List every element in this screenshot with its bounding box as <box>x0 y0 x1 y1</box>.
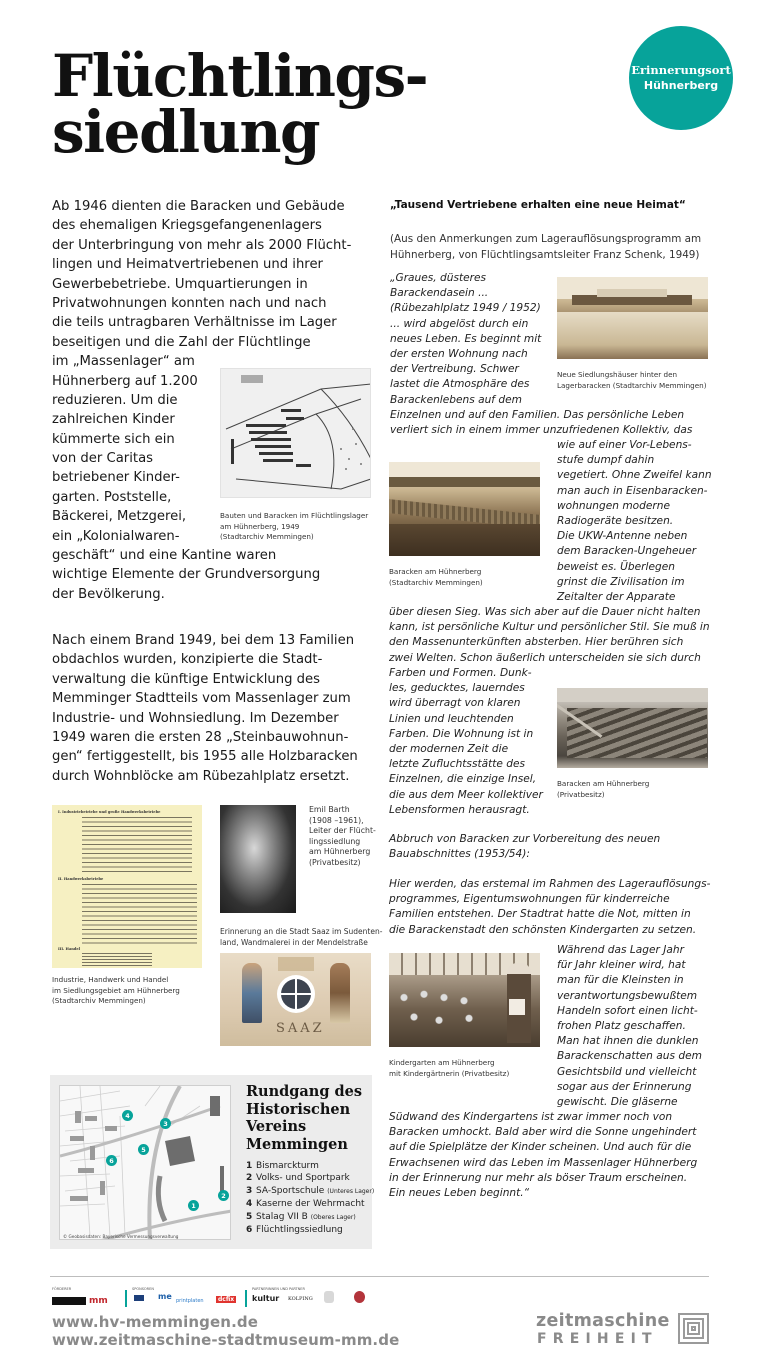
kultur-logo: kultur <box>252 1294 280 1303</box>
caption-line: im Siedlungsgebiet am Hühnerberg <box>52 985 180 995</box>
caption-line: Erinnerung an die Stadt Saaz im Sudenten- <box>220 927 383 936</box>
logo-divider <box>245 1290 247 1307</box>
text-line: wichtige Elemente der Grundversorgung <box>52 567 321 583</box>
doc-lines <box>82 817 192 873</box>
stop-note: (Oberes Lager) <box>310 1213 356 1221</box>
text-line: Barackendasein ... <box>390 287 489 300</box>
sponsoren-label: SPONSOREN <box>132 1287 154 1291</box>
walk-title-line: Historischen <box>246 1100 351 1118</box>
text-line: Handeln sofort einen licht- <box>557 1004 698 1017</box>
text-line: Man hat ihnen die dunklen <box>557 1035 699 1048</box>
text-line: „Graues, düsteres <box>390 272 487 284</box>
text-line: Privatwohnungen konnten nach und nach <box>52 295 327 311</box>
text-line: der Unterbringung von mehr als 2000 Flücht- <box>52 237 352 253</box>
walk-stop-6 <box>246 1224 374 1236</box>
quote-block-4 <box>389 832 660 862</box>
mural-town-skyline <box>278 957 314 971</box>
stop-note: (Unteres Lager) <box>327 1187 375 1195</box>
kindergarten-caption <box>389 1058 509 1079</box>
freiheit-wordmark: FREIHEIT <box>537 1331 658 1347</box>
text-line: Abbruch von Baracken zur Vorbereitung des neuen <box>389 833 661 845</box>
emil-barth-caption <box>309 805 376 868</box>
caption-line: (Privatbesitz) <box>557 789 605 799</box>
text-line: dem Baracken-Ungeheuer <box>557 545 697 558</box>
street-map-icon <box>60 1086 231 1240</box>
quote-block-2-right <box>557 438 712 605</box>
stop-number: 1 <box>246 1161 253 1171</box>
text-line: wird überragt von klaren <box>389 697 521 710</box>
text-line: des ehemaligen Kriegsgefangenenlagers <box>52 218 322 234</box>
dcfix-logo: dcfix <box>218 1296 235 1303</box>
text-line: verantwortungsbewußtem <box>557 989 698 1002</box>
text-line: im „Massenlager“ am <box>52 354 195 370</box>
second-paragraph <box>52 631 358 786</box>
partner-label: PARTNERINNEN UND PARTNER <box>252 1287 305 1291</box>
text-line: Gesichtsbild und vielleicht <box>557 1065 697 1078</box>
stop-number: 4 <box>246 1199 253 1210</box>
walk-stop-1 <box>246 1160 374 1172</box>
map-credit: © Geobasisdaten: Bayerische Vermessungsverwaltung <box>63 1234 179 1239</box>
stop-number: 2 <box>246 1173 253 1184</box>
new-settlement-houses-caption <box>557 370 707 391</box>
caption-line: mit Kindergärtnerin (Privatbesitz) <box>389 1068 510 1078</box>
text-line: 1949 waren die ersten 28 „Steinbauwohnun- <box>52 729 349 745</box>
caption-line: Baracken am Hühnerberg <box>557 779 650 788</box>
text-line: beweist es. Überlegen <box>557 560 675 573</box>
title-line-2: siedlung <box>52 98 320 166</box>
map-pin-1[interactable]: 1 <box>188 1200 199 1211</box>
walk-title-line: Memmingen <box>246 1135 348 1153</box>
doc-lines <box>82 953 152 966</box>
text-line: sogar aus der Erinnerung <box>557 1080 692 1093</box>
text-line: für Jahr kleiner wird, hat <box>557 959 686 972</box>
text-line: Farben und Formen. Dunk- <box>389 667 532 679</box>
map-pin-2[interactable]: 2 <box>218 1190 229 1201</box>
mural-saaz-text: SAAZ <box>276 1021 325 1036</box>
text-line: Memminger Stadtteils vom Massenlager zum <box>52 691 351 707</box>
walk-route-map[interactable] <box>59 1085 231 1240</box>
map-pin-3[interactable]: 3 <box>160 1118 171 1129</box>
erinnerungsort-badge <box>629 26 733 130</box>
barracks-photo-1-caption <box>389 567 483 588</box>
text-line: geschäft“ und eine Kantine waren <box>52 548 277 564</box>
quote-block-2-full <box>389 605 710 666</box>
text-line: man für die Kleinsten in <box>557 974 684 987</box>
saaz-caption <box>220 926 382 947</box>
text-line: Barackenlebens auf dem <box>390 393 522 406</box>
text-line: verliert sich in einem immer unzufriedenen Kollektiv, das <box>390 423 693 436</box>
source-line: (Aus den Anmerkungen zum Lagerauflösungsprogramm am <box>390 233 702 245</box>
footer-divider <box>50 1276 709 1277</box>
emil-barth-portrait-image <box>220 805 296 913</box>
text-line: Hühnerberg auf 1.200 <box>52 373 198 389</box>
mural-figure-man <box>330 963 350 1023</box>
foerderer-logo-1 <box>52 1297 86 1305</box>
text-line: Nach einem Brand 1949, bei dem 13 Familien <box>52 633 355 648</box>
text-line: Lebensformen herausragt. <box>389 803 530 816</box>
text-line: auf die Spielplätze der Kinder scheinen. Und auch für die <box>389 1141 692 1154</box>
mural-figure-woman <box>242 963 262 1023</box>
caption-line: (Stadtarchiv Memmingen) <box>52 996 146 1005</box>
text-line: Familien entstehen. Der Stadtrat hatte die Not, mitten in <box>389 908 691 921</box>
text-line: die Barackenstadt den schönsten Kindergarten zu setzen. <box>389 923 697 936</box>
text-line: Erwachsenen wird das Leben im Massenlager Hühnerberg <box>389 1156 698 1169</box>
zeitmaschine-square-logo-icon <box>678 1313 709 1344</box>
text-line: durch Wohnblöcke am Rübezahlplatz ersetzt. <box>52 768 350 784</box>
camp-map-1949-image <box>220 368 371 498</box>
text-line: reduzieren. Um die <box>52 392 178 408</box>
walk-title <box>246 1083 362 1153</box>
text-line: gewischt. Die gläserne <box>557 1095 678 1108</box>
text-line: Südwand des Kindergartens ist zwar immer noch von <box>389 1111 673 1123</box>
foerderer-label: FÖRDERER <box>52 1287 72 1291</box>
text-line: ein „Kolonialwaren- <box>52 528 180 544</box>
stop-number: 3 <box>246 1185 253 1196</box>
url-hv-memmingen[interactable]: www.hv-memmingen.de <box>52 1313 258 1331</box>
quote-block-6 <box>389 1110 697 1201</box>
quote-block-5 <box>389 877 710 938</box>
stop-label: Volks- und Sportpark <box>256 1173 350 1184</box>
page-title <box>52 42 428 166</box>
walk-stop-4 <box>246 1198 374 1210</box>
stop-label: Kaserne der Wehrmacht <box>256 1199 365 1210</box>
quote-heading: „Tausend Vertriebene erhalten eine neue Heimat“ <box>390 199 686 211</box>
logo-divider <box>125 1290 127 1307</box>
camp-map-drawing-icon <box>221 369 371 498</box>
text-line: neues Leben. Es beginnt mit <box>390 332 542 345</box>
caption-line: Bauten und Baracken im Flüchtlingslager <box>220 511 369 520</box>
caption-line: am Hühnerberg, 1949 <box>220 521 300 531</box>
text-line: programmes, Eigentumswohnungen für kinderreiche <box>389 893 670 906</box>
map-pin-4[interactable]: 4 <box>122 1110 133 1121</box>
text-line: Einzelnen, die einzige Insel, <box>389 773 537 786</box>
quote-source <box>390 231 701 263</box>
caption-line: Emil Barth <box>309 805 350 814</box>
doc-heading: II. Handwerksbetriebe <box>58 877 104 881</box>
mm-logo: mm <box>89 1296 108 1306</box>
text-line: von der Caritas <box>52 451 154 467</box>
text-line: les, geducktes, lauerndes <box>389 682 525 695</box>
caption-line: (Privatbesitz) <box>309 857 361 867</box>
caption-line: land, Wandmalerei in der Mendelstraße <box>220 937 368 947</box>
text-line: Zeitalter der Apparate <box>557 590 676 603</box>
caption-line: Lagerbaracken (Stadtarchiv Memmingen) <box>557 380 707 390</box>
stop-label: Flüchtlingssiedlung <box>256 1225 343 1236</box>
camp-map-caption <box>220 511 368 543</box>
text-line: Radiogeräte besitzen. <box>557 514 674 527</box>
quote-block-3 <box>389 666 543 818</box>
quote-block-5-right <box>557 943 702 1110</box>
text-line: der ersten Wohnung nach <box>390 347 528 360</box>
text-line: Ein neues Leben beginnt.“ <box>389 1186 530 1199</box>
caption-line: Kindergarten am Hühnerberg <box>389 1058 495 1067</box>
stop-label: Stalag VII B <box>256 1211 308 1222</box>
walk-stop-5 <box>246 1211 374 1224</box>
text-line: Während das Lager Jahr <box>557 944 684 956</box>
caption-line: am Hühnerberg <box>309 847 371 856</box>
text-line: lastet die Atmosphäre des <box>390 378 530 391</box>
text-line: Farben. Die Wohnung ist in <box>389 727 534 740</box>
text-line: Baracken umhockt. Bald aber wird die Sonne ungehindert <box>389 1126 697 1139</box>
text-line: den Massenunterkünften absterben. Hier berühren sich <box>389 636 684 649</box>
text-line: Einzelnen und auf den Familien. Das persönliche Leben <box>390 408 685 421</box>
kolping-logo: KOLPING <box>288 1296 313 1302</box>
me-logo: me <box>158 1292 172 1301</box>
barracks-photo-2-caption <box>557 779 649 800</box>
text-line: letzte Zufluchtsstätte des <box>389 758 526 771</box>
caption-line: (1908 –1961), <box>309 815 364 825</box>
map-pin-5[interactable]: 5 <box>138 1144 149 1155</box>
text-line: Bäckerei, Metzgerei, <box>52 509 187 525</box>
industry-list-document-image <box>52 805 202 968</box>
caption-line: Leiter der Flücht- <box>309 826 376 835</box>
caption-line: (Stadtarchiv Memmingen) <box>389 577 483 587</box>
text-line: vegetiert. Ohne Zweifel kann <box>557 469 712 482</box>
walk-title-line: Rundgang des <box>246 1083 363 1100</box>
text-line: Industrie- und Wohnsiedlung. Im Dezember <box>52 710 339 726</box>
text-line: der Bevölkerung. <box>52 586 165 602</box>
barracks-photo-2 <box>557 688 708 768</box>
text-line: lingen und Heimatvertriebenen und ihrer <box>52 257 323 273</box>
text-line: Bauabschnittes (1953/54): <box>389 848 530 861</box>
text-line: zwei Welten. Schon äußerlich unterscheiden sie sich durch <box>389 651 701 664</box>
text-line: wie auf einer Vor-Lebens- <box>557 439 692 451</box>
stop-number: 6 <box>246 1225 253 1236</box>
text-line: gen“ fertiggestellt, bis 1955 alle Holzbaracken <box>52 749 358 765</box>
text-line: ... wird abgelöst durch ein <box>390 317 529 330</box>
walk-title-line: Vereins <box>246 1118 307 1135</box>
caption-line: (Stadtarchiv Memmingen) <box>220 532 314 541</box>
text-line: Linien und leuchtenden <box>389 712 514 725</box>
doc-heading: I. Industriebetriebe und große Handwerksbetriebe <box>58 810 161 814</box>
doc-lines <box>82 884 197 944</box>
text-line: garten. Poststelle, <box>52 489 172 505</box>
source-line: Hühnerberg, von Flüchtlingsamtsleiter Franz Schenk, 1949) <box>390 249 700 261</box>
text-line: in der Erinnerung nur mehr als böser Traum erscheinen. <box>389 1171 688 1184</box>
url-zeitmaschine[interactable]: www.zeitmaschine-stadtmuseum-mm.de <box>52 1331 400 1349</box>
doc-heading: III. Handel <box>58 947 81 951</box>
map-pin-6[interactable]: 6 <box>106 1155 117 1166</box>
text-line: die teils untragbaren Verhältnisse im Lager <box>52 315 337 331</box>
caption-line: lingssiedlung <box>309 836 361 846</box>
text-line: man auch in Eisenbaracken- <box>557 484 708 497</box>
text-line: frohen Platz geschaffen. <box>557 1019 686 1032</box>
text-line: der Vertreibung. Schwer <box>390 363 519 376</box>
text-line: über diesen Sieg. Was sich aber auf die Dauer nicht halten <box>389 606 701 618</box>
new-settlement-houses-photo <box>557 277 708 359</box>
zeitmaschine-wordmark: zeitmaschine <box>536 1311 670 1331</box>
caption-line: Neue Siedlungshäuser hinter den <box>557 370 678 379</box>
text-line: obdachlos wurden, konzipierte die Stadt- <box>52 652 323 668</box>
caption-line: Industrie, Handwerk und Handel <box>52 975 169 984</box>
text-line: beseitigen und die Zahl der Flüchtlinge <box>52 334 311 350</box>
industry-caption <box>52 975 180 1007</box>
text-line: zahlreichen Kinder <box>52 412 175 428</box>
text-line: Ab 1946 dienten die Baracken und Gebäude <box>52 199 345 214</box>
text-line: (Rübezahlplatz 1949 / 1952) <box>390 302 541 315</box>
title-line-1: Flüchtlings- <box>52 42 428 110</box>
text-line: kümmerte sich ein <box>52 431 175 447</box>
caption-line: Baracken am Hühnerberg <box>389 567 482 576</box>
stop-label: Bismarckturm <box>256 1161 319 1171</box>
text-line: betriebener Kinder- <box>52 470 180 486</box>
printplaten-logo: printplaten <box>176 1298 204 1304</box>
text-line: Barackenschatten aus dem <box>557 1050 702 1063</box>
round-window-icon <box>277 975 315 1013</box>
sponsor-logo-1 <box>134 1295 144 1301</box>
badge-line-2: Hühnerberg <box>643 79 719 92</box>
text-line: Die UKW-Antenne neben <box>557 530 688 543</box>
stop-label: SA-Sportschule <box>256 1185 325 1196</box>
text-line: grinst die Zivilisation im <box>557 575 685 588</box>
walk-stop-3 <box>246 1185 374 1198</box>
kindergarten-photo <box>389 953 540 1047</box>
saaz-mural-image <box>220 953 371 1046</box>
text-line: wohnungen moderne <box>557 499 670 512</box>
badge-line-1: Erinnerungsort <box>631 63 731 77</box>
text-line: Gewerbebetriebe. Umquartierungen in <box>52 276 308 292</box>
text-line: die aus dem Meer kollektiver <box>389 788 543 801</box>
text-line: der modernen Zeit die <box>389 742 509 755</box>
text-line: kann, ist persönliche Kultur und persönlicher Stil. Sie muß in <box>389 621 710 634</box>
text-line: Hier werden, das erstemal im Rahmen des Lagerauflösungs- <box>389 878 711 890</box>
walk-stop-2 <box>246 1172 374 1184</box>
stop-number: 5 <box>246 1211 253 1222</box>
sponsor-logo-strip <box>52 1287 382 1309</box>
text-line: stufe dumpf dahin <box>557 454 655 467</box>
crest-logo-1 <box>324 1291 334 1303</box>
barracks-photo-1 <box>389 462 540 556</box>
text-line: verwaltung die künftige Entwicklung des <box>52 671 321 687</box>
crest-logo-2 <box>354 1291 365 1303</box>
walk-stop-list <box>246 1160 374 1236</box>
